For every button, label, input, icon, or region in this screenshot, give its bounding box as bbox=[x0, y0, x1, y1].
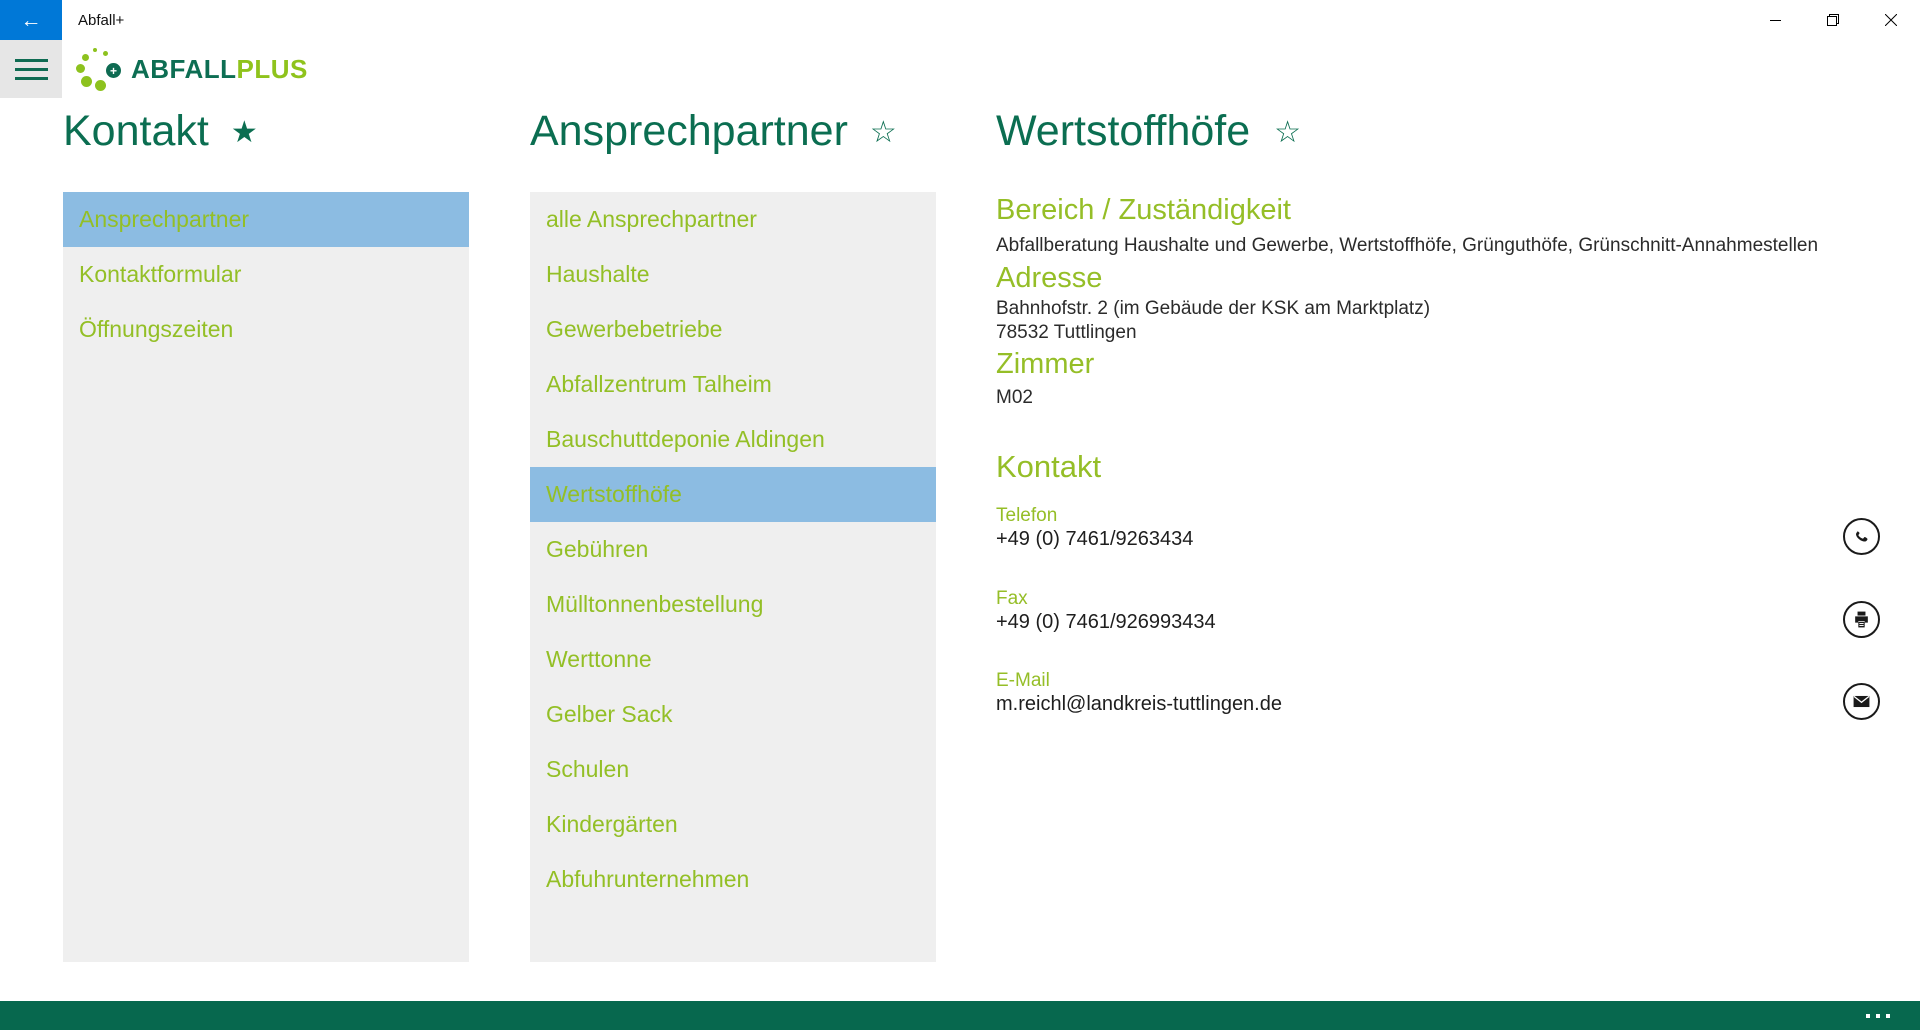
section-line: Abfallberatung Haushalte und Gewerbe, Wertstoffhöfe, Grünguthöfe, Grünschnitt-Annahmestellen bbox=[996, 235, 1819, 256]
logo-dots-icon bbox=[75, 47, 123, 91]
fax-icon bbox=[1852, 610, 1871, 629]
list-item-ansprechpartner[interactable] bbox=[63, 192, 469, 247]
list-item-bauschuttdeponie-aldingen[interactable] bbox=[530, 412, 936, 467]
window-controls bbox=[1746, 0, 1920, 40]
list-item-label: Mülltonnenbestellung bbox=[546, 591, 764, 617]
list-item-alle-ansprechpartner[interactable] bbox=[530, 192, 936, 247]
list-item-gelber-sack[interactable] bbox=[530, 687, 936, 742]
contact-value-email: m.reichl@landkreis-tuttlingen.de bbox=[996, 693, 1282, 715]
list-item-label: Kindergärten bbox=[546, 811, 678, 837]
contact-label-telefon: Telefon bbox=[996, 505, 1058, 526]
kontakt-list bbox=[63, 192, 469, 962]
list-item-gewerbebetriebe[interactable] bbox=[530, 302, 936, 357]
back-arrow-icon: ← bbox=[20, 8, 42, 32]
kontakt-title-text: Kontakt bbox=[63, 107, 209, 155]
minimize-button[interactable] bbox=[1746, 0, 1804, 40]
logo-plus-badge: + bbox=[106, 63, 121, 78]
list-item-schulen[interactable] bbox=[530, 742, 936, 797]
contact-section-heading: Kontakt bbox=[996, 449, 1102, 484]
close-icon bbox=[1885, 14, 1897, 26]
list-item-label: Bauschuttdeponie Aldingen bbox=[546, 426, 825, 452]
section-line: 78532 Tuttlingen bbox=[996, 322, 1137, 343]
favorite-star-outline-icon[interactable]: ☆ bbox=[1274, 116, 1302, 149]
email-button[interactable] bbox=[1843, 683, 1880, 720]
list-item-abfallzentrum-talheim[interactable] bbox=[530, 357, 936, 412]
hamburger-menu-button[interactable] bbox=[0, 40, 62, 98]
list-item-label: Ansprechpartner bbox=[79, 206, 250, 232]
ansprechpartner-title-text: Ansprechpartner bbox=[530, 107, 848, 155]
list-item-haushalte[interactable] bbox=[530, 247, 936, 302]
contact-label-email: E-Mail bbox=[996, 670, 1050, 691]
abfallplus-logo bbox=[75, 47, 308, 91]
list-item-kontaktformular[interactable] bbox=[63, 247, 469, 302]
favorite-star-outline-icon[interactable]: ☆ bbox=[869, 116, 897, 149]
fax-button[interactable] bbox=[1843, 601, 1880, 638]
list-item-muelltonnenbestellung[interactable] bbox=[530, 577, 936, 632]
list-item-kindergaerten[interactable] bbox=[530, 797, 936, 852]
list-item-label: Öffnungszeiten bbox=[79, 316, 234, 342]
ansprechpartner-column-title bbox=[530, 106, 897, 158]
list-item-wertstoffhoefe[interactable] bbox=[530, 467, 936, 522]
ansprechpartner-list bbox=[530, 192, 936, 962]
restore-button[interactable] bbox=[1804, 0, 1862, 40]
list-item-label: Gebühren bbox=[546, 536, 649, 562]
list-item-abfuhrunternehmen[interactable] bbox=[530, 852, 936, 907]
detail-title-text: Wertstoffhöfe bbox=[996, 107, 1251, 155]
kontakt-column-title bbox=[63, 106, 258, 158]
minimize-icon bbox=[1770, 15, 1781, 26]
contact-value-telefon: +49 (0) 7461/9263434 bbox=[996, 528, 1194, 550]
app-header bbox=[0, 40, 1920, 98]
list-item-label: Wertstoffhöfe bbox=[546, 481, 682, 507]
back-button[interactable] bbox=[0, 0, 62, 40]
section-line: Bahnhofstr. 2 (im Gebäude der KSK am Marktplatz) bbox=[996, 298, 1431, 319]
titlebar bbox=[0, 0, 1920, 40]
logo-text-primary: ABFALL bbox=[131, 53, 237, 84]
list-item-label: Kontaktformular bbox=[79, 261, 242, 287]
logo-text-secondary: PLUS bbox=[236, 53, 308, 84]
contact-value-fax: +49 (0) 7461/926993434 bbox=[996, 611, 1216, 633]
section-heading-adresse: Adresse bbox=[996, 262, 1103, 294]
restore-icon bbox=[1827, 14, 1839, 26]
favorite-star-filled-icon[interactable]: ★ bbox=[230, 116, 258, 149]
list-item-gebuehren[interactable] bbox=[530, 522, 936, 577]
bottom-app-bar bbox=[0, 1001, 1920, 1030]
list-item-label: Abfallzentrum Talheim bbox=[546, 371, 772, 397]
see-more-button[interactable] bbox=[1854, 1001, 1902, 1030]
list-item-label: alle Ansprechpartner bbox=[546, 206, 757, 232]
close-button[interactable] bbox=[1862, 0, 1920, 40]
list-item-label: Gelber Sack bbox=[546, 701, 673, 727]
list-item-label: Gewerbebetriebe bbox=[546, 316, 723, 342]
logo-text bbox=[131, 54, 308, 85]
list-item-oeffnungszeiten[interactable] bbox=[63, 302, 469, 357]
phone-icon bbox=[1852, 527, 1871, 546]
contact-label-fax: Fax bbox=[996, 588, 1028, 609]
list-item-label: Abfuhrunternehmen bbox=[546, 866, 750, 892]
section-heading-zimmer: Zimmer bbox=[996, 348, 1095, 380]
call-button[interactable] bbox=[1843, 518, 1880, 555]
list-item-label: Schulen bbox=[546, 756, 630, 782]
detail-title bbox=[996, 106, 1301, 158]
list-item-werttonne[interactable] bbox=[530, 632, 936, 687]
list-item-label: Werttonne bbox=[546, 646, 652, 672]
email-icon bbox=[1852, 692, 1871, 711]
section-line: M02 bbox=[996, 387, 1033, 408]
list-item-label: Haushalte bbox=[546, 261, 650, 287]
window-title: Abfall+ bbox=[78, 11, 125, 29]
section-heading-bereich: Bereich / Zuständigkeit bbox=[996, 194, 1291, 226]
